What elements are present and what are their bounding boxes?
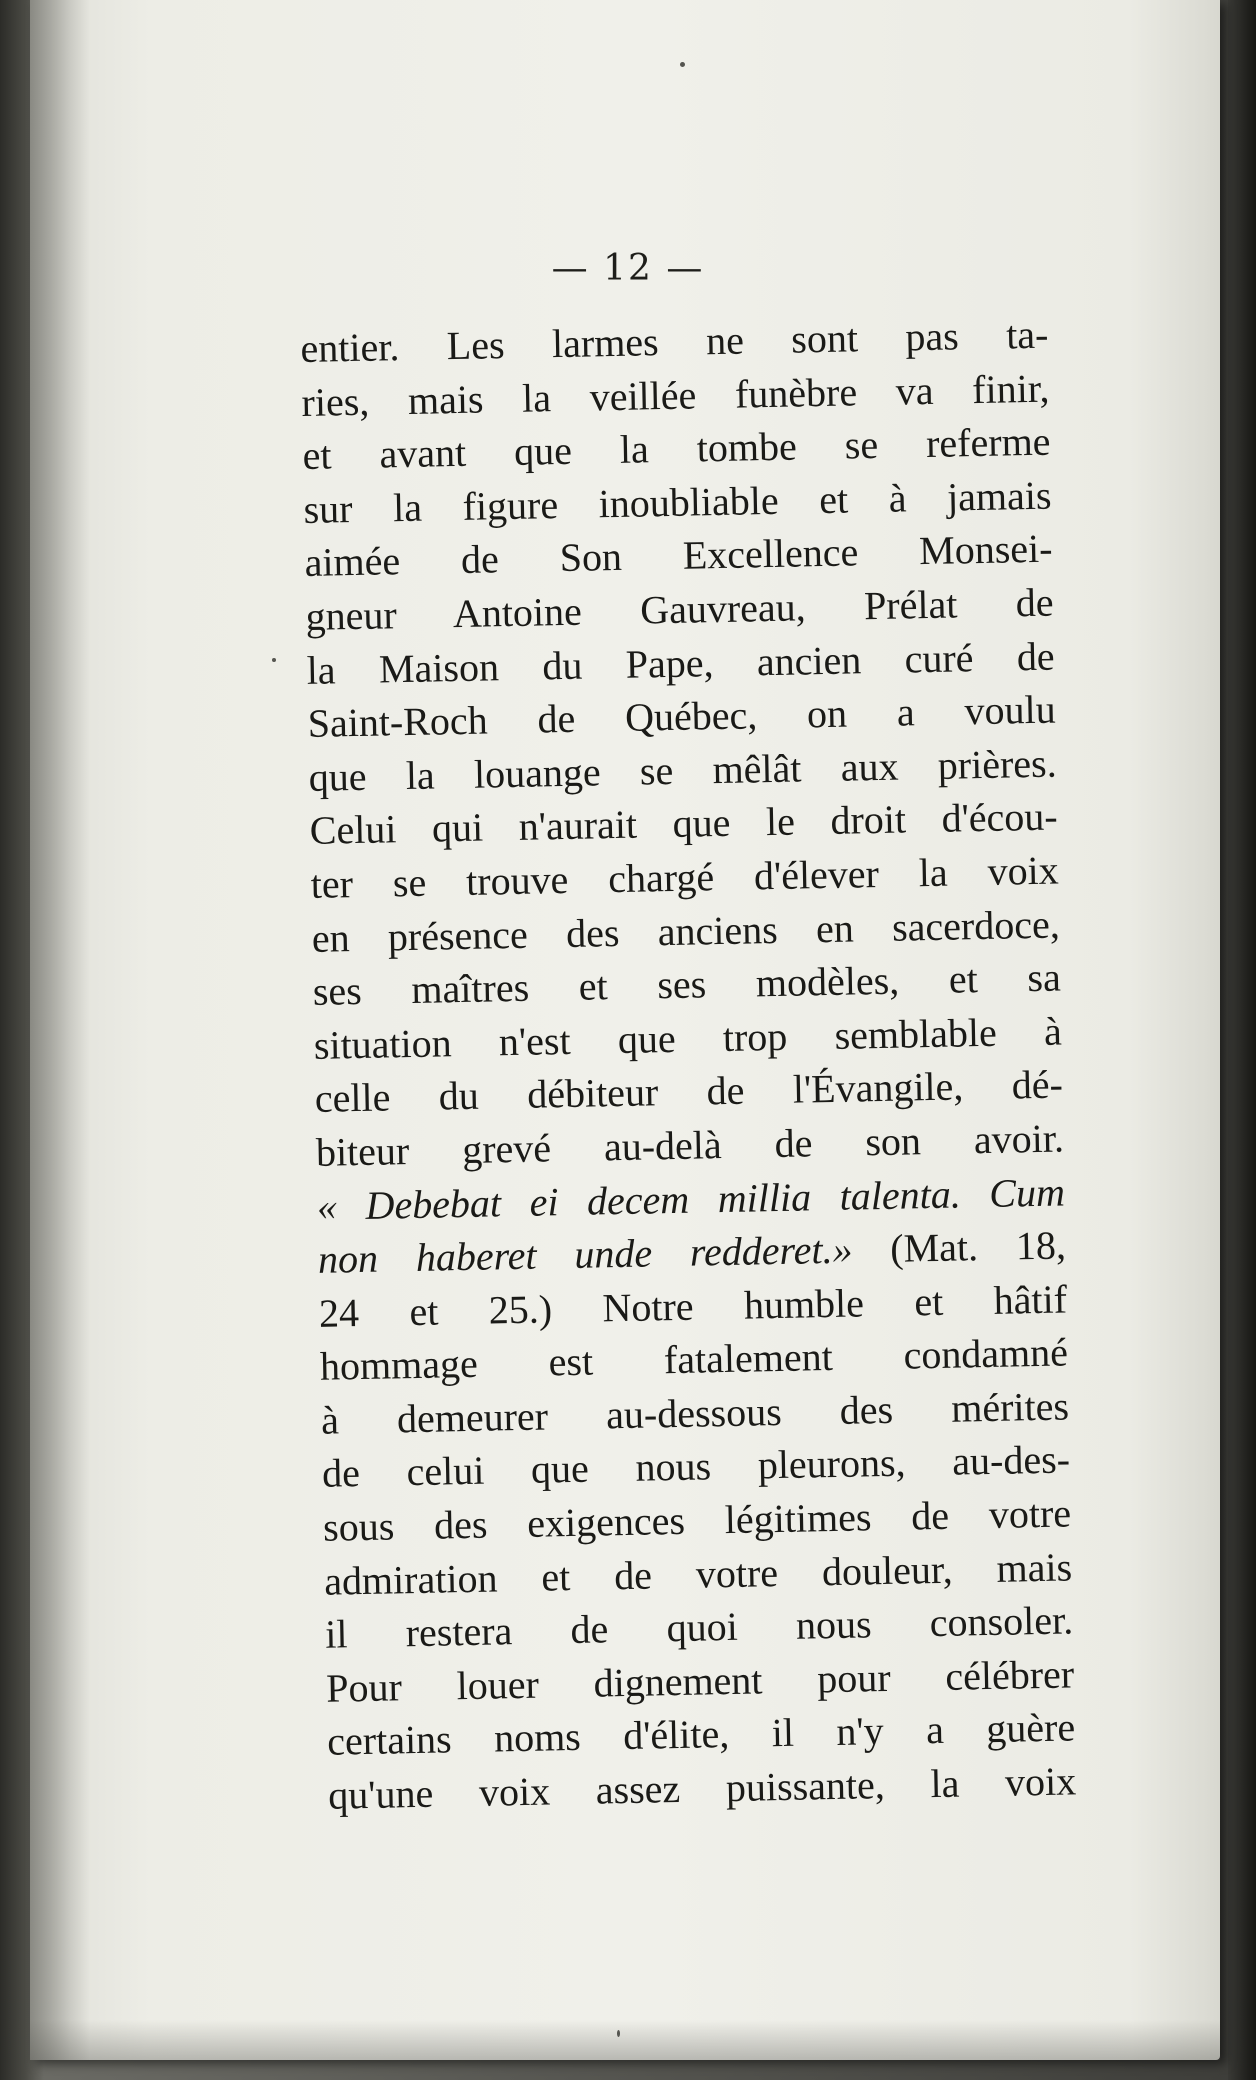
text-line: certains noms d'élite, il n'y a guère [326,1704,1076,1765]
page-number: — 12 — [551,248,705,289]
text-line: que la louange se mêlât aux prières. [308,740,1058,800]
scan-speck [617,2030,620,2037]
book-fore-edge [1228,0,1256,2080]
text-line: sur la figure inoubliable et à jamais [303,472,1052,532]
text-line: il restera de quoi nous consoler. [324,1597,1074,1658]
scan-speck [680,62,685,67]
text-line: aimée de Son Excellence Monsei- [304,525,1053,586]
text-line: ses maîtres et ses modèles, et sa [312,954,1062,1014]
text-line: 24 et 25.) Notre humble et hâtif [318,1276,1068,1336]
text-line: celle du débiteur de l'Évangile, dé- [314,1061,1064,1122]
text-line: gneur Antoine Gauvreau, Prélat de [305,579,1054,639]
text-line: biteur grevé au-delà de son avoir. [315,1115,1065,1175]
text-line: en présence des anciens en sacerdoce, [311,901,1061,961]
text-line: de celui que nous pleurons, au-des- [321,1436,1071,1497]
text-line: hommage est fatalement condamné [319,1329,1069,1390]
text-line: la Maison du Pape, ancien curé de [306,633,1055,693]
page-bottom-shadow [30,2020,1220,2060]
text-line: sous des exigences légitimes de votre [322,1490,1072,1550]
text-line: Saint-Roch de Québec, on a voulu [307,686,1057,747]
citation-italic: non haberet unde redderet.» [317,1226,853,1282]
gutter-shadow [30,0,90,2060]
scan-speck [272,658,276,662]
body-text [300,308,1077,1823]
text-line: et avant que la tombe se referme [302,418,1051,479]
text-line: admiration et de votre douleur, mais [323,1544,1073,1604]
citation-italic: « Debebat ei decem millia talenta. Cum [316,1168,1066,1229]
text-line: Pour louer dignement pour célébrer [325,1651,1075,1711]
text-line: à demeurer au-dessous des mérites [320,1383,1070,1443]
citation-reference: (Mat. 18, [852,1222,1067,1272]
text-line: situation n'est que trop semblable à [313,1008,1063,1068]
text-line: entier. Les larmes ne sont pas ta- [300,311,1049,371]
text-line: ries, mais la veillée funèbre va finir, [301,365,1050,425]
text-line: qu'une voix assez puissante, la voix [327,1758,1077,1818]
text-line: ter se trouve chargé d'élever la voix [310,847,1060,907]
text-line: Celui qui n'aurait que le droit d'écou- [309,793,1059,854]
